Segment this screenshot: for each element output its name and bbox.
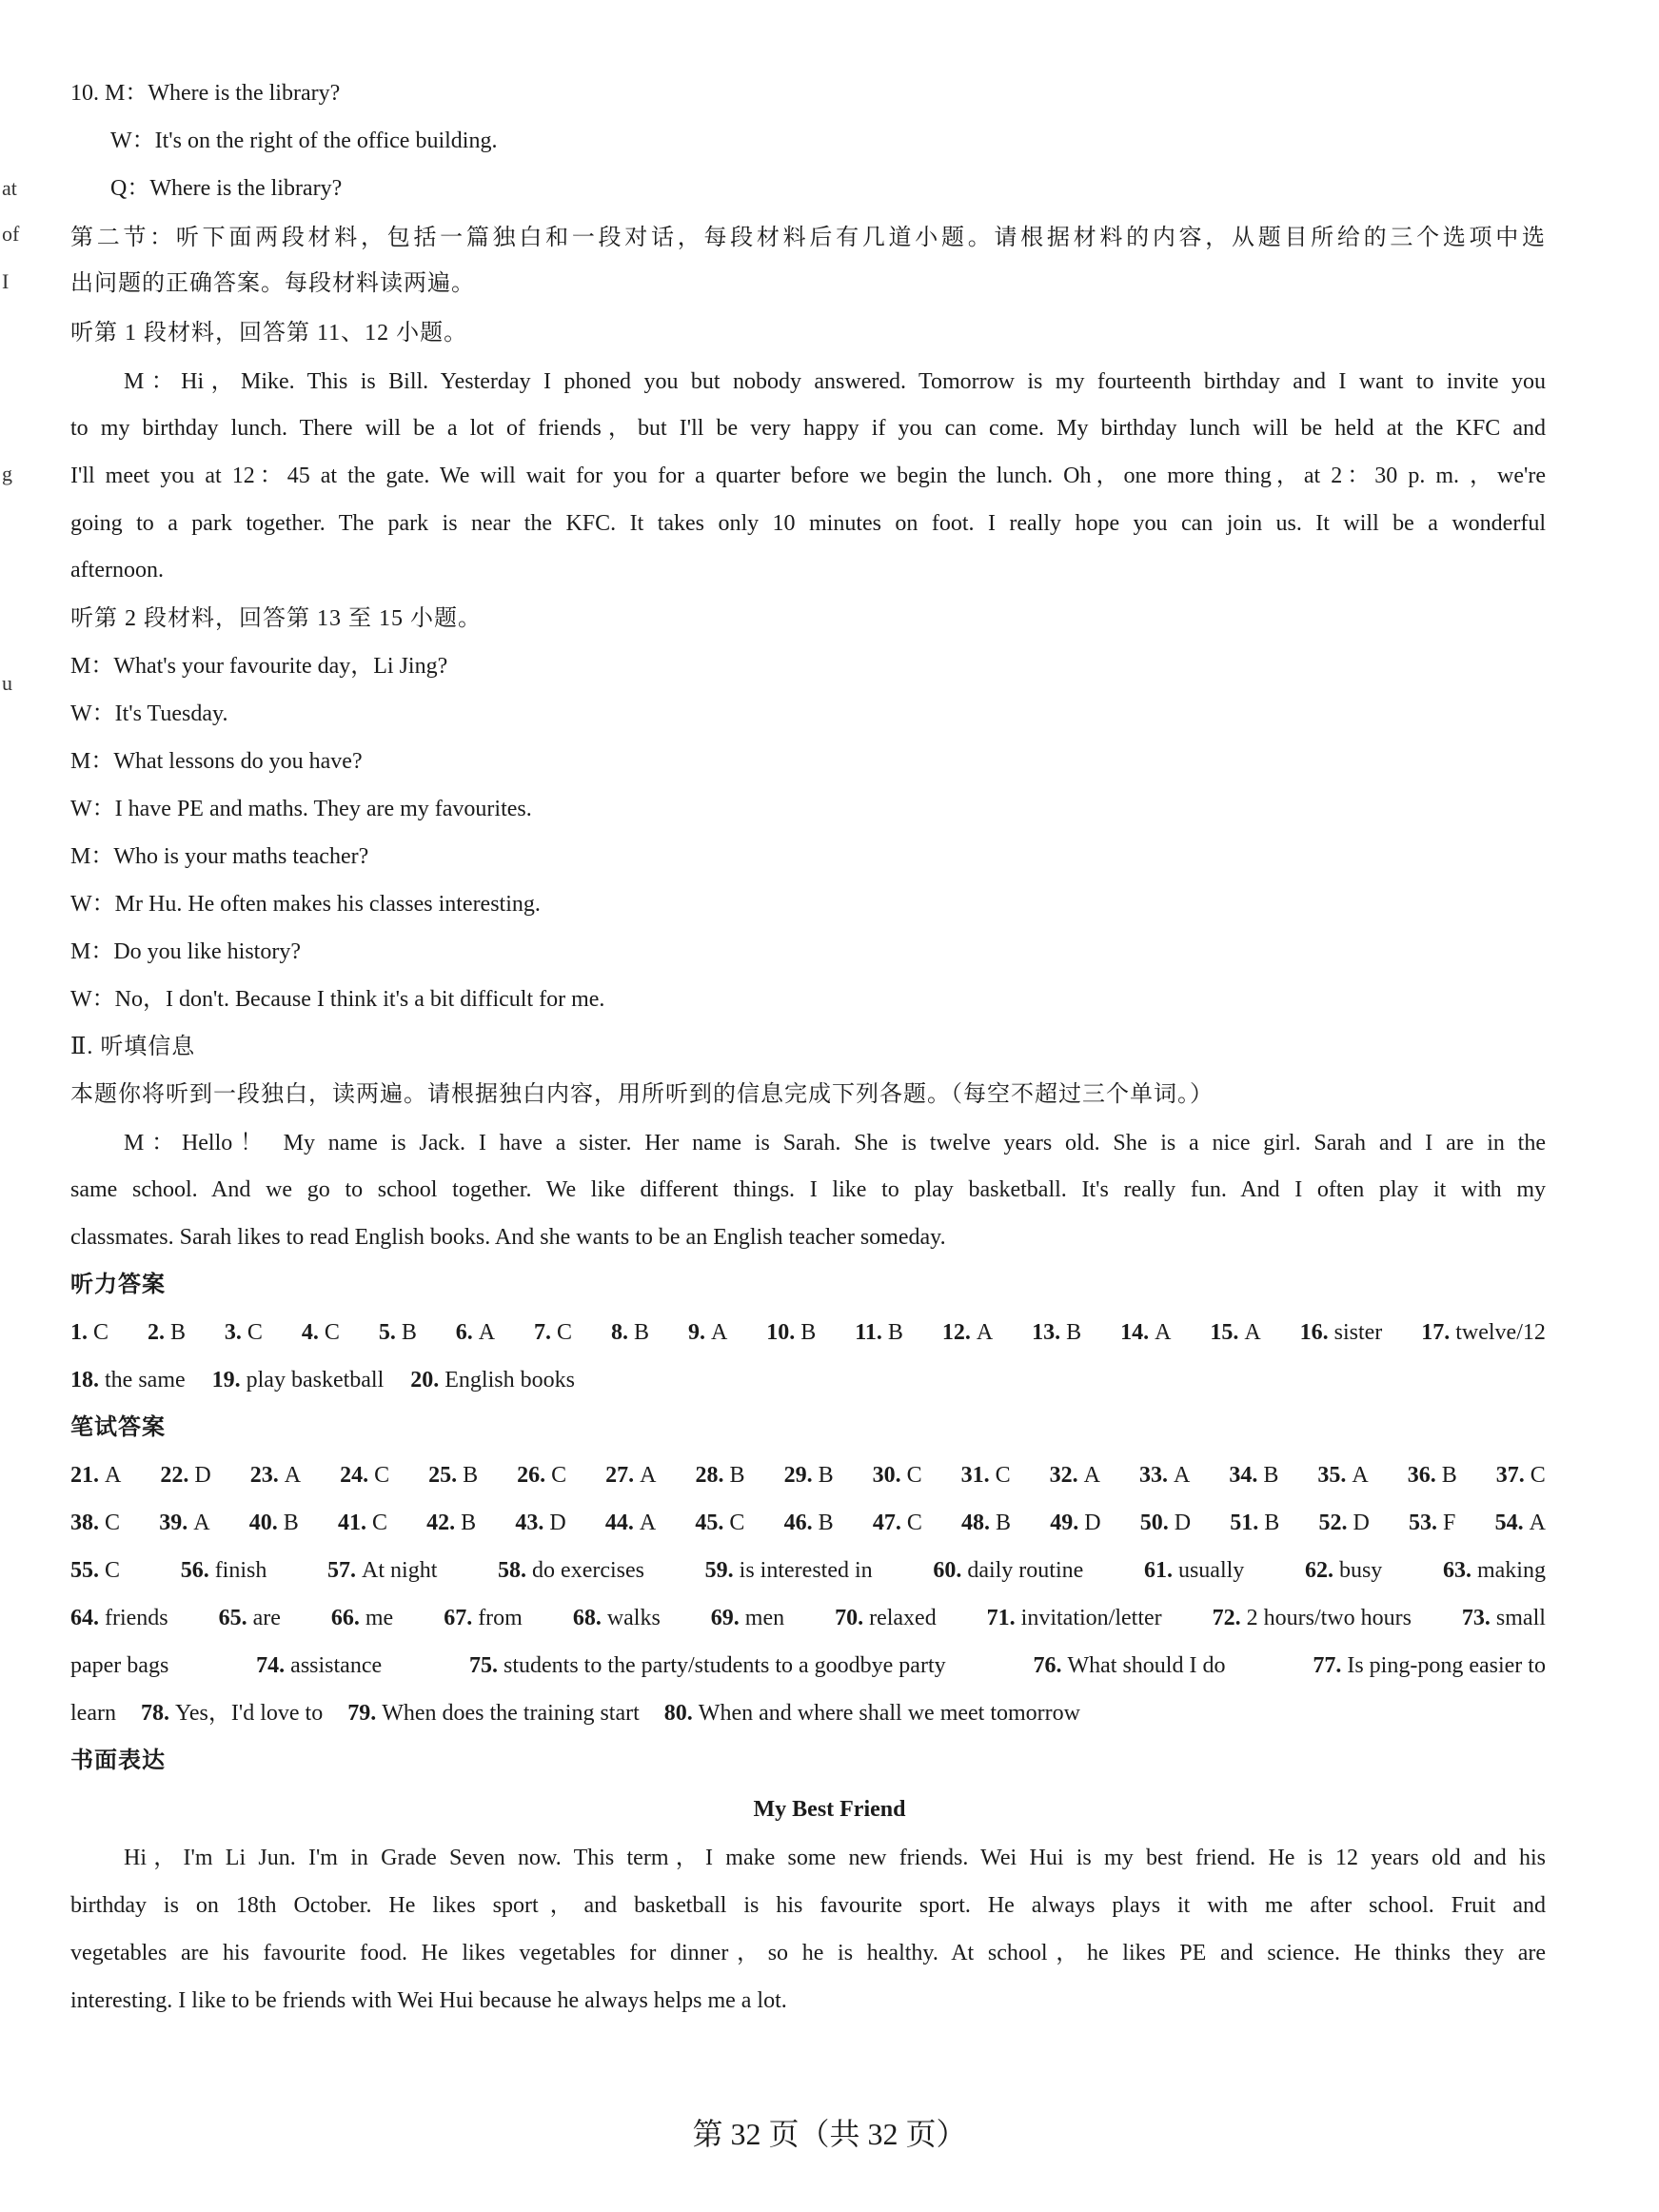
essay-line: birthday is on 18th October. He likes sport，and basketball is his favourite sport. He always plays it with me after school. Fruit and (70, 1893, 1546, 1918)
answer-item (1213, 1603, 1412, 1633)
answer-item (70, 1555, 120, 1586)
answer-number: 68. (572, 1606, 602, 1630)
answer-item (338, 1508, 387, 1538)
answer-item (695, 1508, 744, 1538)
answer-value: walks (606, 1606, 661, 1630)
answer-item (933, 1555, 1083, 1586)
answer-item (605, 1508, 656, 1538)
answer-value: B (634, 1320, 650, 1345)
answer-number: 57. (327, 1558, 357, 1583)
answer-number: 62. (1304, 1558, 1333, 1583)
answer-value: B (283, 1511, 299, 1535)
answer-row (70, 1603, 1546, 1633)
material1-intro: 听第 1 段材料，回答第 11、12 小题。 (70, 321, 468, 346)
answer-value: usually (1177, 1558, 1245, 1583)
answer-number: 78. (140, 1701, 169, 1726)
answer-number: 51. (1230, 1511, 1259, 1535)
answer-value: A (976, 1320, 994, 1345)
answer-value: When and where shall we meet tomorrow (698, 1701, 1080, 1726)
answer-item (1229, 1460, 1278, 1491)
answer-item (70, 1603, 168, 1633)
monologue-line: M：Hello！ My name is Jack. I have a sister. Her name is Sarah. She is twelve years old. She is a nice girl. Sarah and I are in the (124, 1131, 1546, 1155)
monologue-line: same school. And we go to school together. We like different things. I like to play basketball. It's really fun. And I often play it with my (70, 1177, 1546, 1202)
material1-line: M：Hi，Mike. This is Bill. Yesterday I phoned you but nobody answered. Tomorrow is my fourteenth birthday and I want to invite you (124, 369, 1546, 394)
answer-value: C (324, 1320, 340, 1345)
answer-item (1408, 1460, 1457, 1491)
answer-number: 19. (211, 1368, 241, 1392)
answer-number: 3. (224, 1320, 242, 1345)
answer-number: 60. (933, 1558, 962, 1583)
answer-value: busy (1338, 1558, 1383, 1583)
answer-item (1317, 1460, 1368, 1491)
answer-item (1421, 1317, 1546, 1348)
answer-number: 66. (330, 1606, 360, 1630)
answer-item (256, 1650, 382, 1681)
answer-item (961, 1460, 1011, 1491)
answer-item (1050, 1460, 1100, 1491)
part2-instruction: 本题你将听到一段独白，读两遍。请根据独白内容，用所听到的信息完成下列各题。（每空不超过三个单词。） (70, 1082, 1214, 1107)
answer-number: 64. (70, 1606, 99, 1630)
answer-item (225, 1317, 263, 1348)
answer-number: 33. (1139, 1463, 1169, 1488)
margin-fragment: I (2, 269, 10, 293)
answer-number: 53. (1409, 1511, 1438, 1535)
writing-heading: 书面表达 (70, 1748, 166, 1773)
answer-value: A (193, 1511, 210, 1535)
answer-number: 34. (1229, 1463, 1258, 1488)
answer-item (515, 1508, 565, 1538)
answer-number: 26. (517, 1463, 546, 1488)
answer-value: is interested in (739, 1558, 873, 1583)
answer-value: English books (444, 1368, 575, 1392)
dialogue-line: W：Mr Hu. He often makes his classes interesting. (70, 892, 541, 917)
answer-item (331, 1603, 393, 1633)
answer-number: 29. (783, 1463, 813, 1488)
answer-number: 77. (1313, 1653, 1342, 1678)
answer-number: 35. (1317, 1463, 1347, 1488)
answer-value: Is ping-pong easier to (1347, 1653, 1546, 1678)
answer-value: B (461, 1511, 477, 1535)
answer-item (410, 1365, 575, 1395)
answer-item (1032, 1317, 1081, 1348)
answer-value: C (93, 1320, 109, 1345)
answer-item (611, 1317, 649, 1348)
answer-number: 46. (783, 1511, 813, 1535)
answer-value: A (478, 1320, 496, 1345)
answer-row (70, 1555, 1546, 1586)
answer-value: A (1352, 1463, 1369, 1488)
material1-line: afternoon. (70, 558, 164, 583)
answer-item (855, 1317, 903, 1348)
answer-value: C (1530, 1463, 1546, 1488)
answer-item (1443, 1555, 1546, 1586)
answer-value: A (1529, 1511, 1546, 1535)
margin-fragment: g (2, 462, 12, 485)
answer-row (70, 1508, 1546, 1538)
answer-number: 21. (70, 1463, 99, 1488)
answer-value: D (1353, 1511, 1370, 1535)
answer-value: play basketball (246, 1368, 385, 1392)
answer-number: 65. (218, 1606, 247, 1630)
answer-number: 48. (961, 1511, 991, 1535)
answer-item (302, 1317, 340, 1348)
answer-item (1120, 1317, 1171, 1348)
answer-number: 11. (855, 1320, 882, 1345)
answer-number: 76. (1033, 1653, 1062, 1678)
material1-line: to my birthday lunch. There will be a lot of friends，but I'll be very happy if you can come. My birthday lunch will be held at the KFC and (70, 416, 1546, 441)
answer-item (961, 1508, 1011, 1538)
answer-value: twelve/12 (1455, 1320, 1546, 1345)
answer-item (469, 1650, 946, 1681)
answer-number: 10. (766, 1320, 796, 1345)
margin-fragment: u (2, 671, 12, 695)
answer-value: B (1263, 1463, 1279, 1488)
answer-number: 67. (444, 1606, 473, 1630)
essay-line: interesting. I like to be friends with Wei Hui because he always helps me a lot. (70, 1988, 787, 2013)
answer-item (347, 1698, 640, 1728)
answer-item (148, 1317, 186, 1348)
answer-item (1140, 1508, 1191, 1538)
answer-value: C (105, 1558, 121, 1583)
answer-value: Yes，I'd love to (174, 1701, 324, 1726)
answer-value: C (374, 1463, 390, 1488)
dialogue-line: M：What lessons do you have? (70, 749, 363, 774)
answer-number: 50. (1139, 1511, 1169, 1535)
answer-item (70, 1460, 121, 1491)
answer-item (784, 1508, 834, 1538)
answer-number: 63. (1442, 1558, 1471, 1583)
answer-item (1210, 1317, 1260, 1348)
answer-value: A (710, 1320, 728, 1345)
answer-value: D (1174, 1511, 1192, 1535)
answer-value: relaxed (869, 1606, 937, 1630)
answer-value: students to the party/students to a goodbye party (504, 1653, 946, 1678)
answer-number: 25. (428, 1463, 458, 1488)
material1-line: I'll meet you at 12：45 at the gate. We will wait for you for a quarter before we begin the lunch. Oh，one more thing，at 2：30 p. m. ，we're (70, 464, 1546, 488)
answer-number: 55. (70, 1558, 99, 1583)
answer-number: 31. (960, 1463, 990, 1488)
answer-item (250, 1460, 301, 1491)
answer-item (517, 1460, 566, 1491)
answer-item (688, 1317, 727, 1348)
answer-number: 18. (70, 1368, 99, 1392)
answer-number: 56. (180, 1558, 209, 1583)
answer-number: 13. (1032, 1320, 1061, 1345)
answer-number: 59. (704, 1558, 734, 1583)
answer-item (1313, 1650, 1546, 1681)
answer-number: 15. (1210, 1320, 1239, 1345)
answer-number: 22. (160, 1463, 189, 1488)
answer-number: 20. (410, 1368, 440, 1392)
answer-item (219, 1603, 281, 1633)
answer-value: men (744, 1606, 785, 1630)
answer-number: 40. (248, 1511, 278, 1535)
answer-number: 12. (941, 1320, 971, 1345)
answer-item (327, 1555, 437, 1586)
answer-item (711, 1603, 784, 1633)
answer-item (664, 1698, 1080, 1728)
dialogue-line: M：Who is your maths teacher? (70, 844, 369, 869)
answer-value: are (252, 1606, 281, 1630)
answer-number: 52. (1318, 1511, 1348, 1535)
answer-value: me (365, 1606, 394, 1630)
material2-intro: 听第 2 段材料，回答第 13 至 15 小题。 (70, 606, 482, 631)
answer-value: B (818, 1511, 834, 1535)
answer-number: 14. (1120, 1320, 1150, 1345)
answer-row (70, 1317, 1546, 1348)
answer-item (766, 1317, 816, 1348)
answer-value: C (906, 1511, 922, 1535)
answer-value: assistance (290, 1653, 383, 1678)
answer-number: 28. (695, 1463, 724, 1488)
answer-item (1050, 1508, 1100, 1538)
answer-item (426, 1508, 476, 1538)
answer-item (1318, 1508, 1369, 1538)
answer-value: B (818, 1463, 834, 1488)
answer-number: 54. (1494, 1511, 1524, 1535)
answer-item (159, 1508, 209, 1538)
dialogue-line: W：No，I don't. Because I think it's a bit difficult for me. (70, 987, 605, 1012)
answer-value: daily routine (967, 1558, 1084, 1583)
answer-item (70, 1650, 168, 1681)
answer-value: When does the training start (382, 1701, 640, 1726)
answer-item (696, 1460, 745, 1491)
answer-number: 37. (1495, 1463, 1525, 1488)
section2-instruction-line2: 出问题的正确答案。每段材料读两遍。 (70, 271, 475, 296)
answer-number: 16. (1299, 1320, 1329, 1345)
answer-value: finish (214, 1558, 267, 1583)
answer-item (873, 1508, 922, 1538)
q10-man-line: 10. M：Where is the library? (70, 81, 341, 106)
answer-number: 58. (498, 1558, 527, 1583)
answer-value: C (105, 1511, 121, 1535)
answer-number: 79. (347, 1701, 377, 1726)
answer-number: 39. (159, 1511, 188, 1535)
answer-item (160, 1460, 210, 1491)
answer-item (873, 1460, 922, 1491)
answer-number: 43. (515, 1511, 544, 1535)
answer-value: C (729, 1511, 745, 1535)
answer-number: 38. (70, 1511, 99, 1535)
answer-row (70, 1460, 1546, 1491)
written-answers-heading: 笔试答案 (70, 1415, 166, 1440)
answer-number: 17. (1421, 1320, 1451, 1345)
answer-value: sister (1333, 1320, 1383, 1345)
answer-number: 41. (337, 1511, 366, 1535)
answer-value: D (1084, 1511, 1101, 1535)
margin-fragment: at (2, 176, 17, 200)
dialogue-line: M：What's your favourite day，Li Jing? (70, 654, 448, 679)
answer-value: A (639, 1511, 657, 1535)
answer-item (428, 1460, 478, 1491)
answer-item (835, 1603, 937, 1633)
answer-value: C (551, 1463, 567, 1488)
answer-item (705, 1555, 873, 1586)
answer-value: B (996, 1511, 1012, 1535)
answer-item (942, 1317, 993, 1348)
answer-number: 9. (687, 1320, 705, 1345)
answer-value: B (1066, 1320, 1082, 1345)
answer-value: C (557, 1320, 573, 1345)
answer-item (784, 1460, 834, 1491)
answer-value: What should I do (1067, 1653, 1226, 1678)
answer-number: 61. (1143, 1558, 1173, 1583)
answer-value: C (906, 1463, 922, 1488)
answer-value: F (1443, 1511, 1456, 1535)
q10-question-line: Q：Where is the library? (110, 176, 343, 201)
answer-value: small (1495, 1606, 1546, 1630)
answer-number: 71. (986, 1606, 1016, 1630)
answer-number: 30. (872, 1463, 901, 1488)
answer-number: 80. (663, 1701, 693, 1726)
answer-number: 70. (835, 1606, 864, 1630)
answer-value: A (640, 1463, 657, 1488)
answer-number: 73. (1461, 1606, 1491, 1630)
answer-number: 7. (534, 1320, 552, 1345)
answer-number: 75. (469, 1653, 499, 1678)
essay-line: Hi，I'm Li Jun. I'm in Grade Seven now. This term，I make some new friends. Wei Hui is my best friend. He is 12 years old and his (124, 1846, 1546, 1870)
q10-woman-line: W：It's on the right of the office building. (110, 128, 498, 153)
dialogue-line: W：I have PE and maths. They are my favourites. (70, 797, 532, 821)
answer-item (1033, 1650, 1225, 1681)
part2-heading: Ⅱ. 听填信息 (70, 1035, 196, 1059)
answer-number: 27. (605, 1463, 635, 1488)
answer-value: D (194, 1463, 211, 1488)
answer-number: 42. (426, 1511, 456, 1535)
answer-number: 49. (1050, 1511, 1079, 1535)
answer-number: 44. (604, 1511, 634, 1535)
answer-value: A (105, 1463, 122, 1488)
answer-number: 36. (1407, 1463, 1436, 1488)
answer-value: learn (70, 1701, 116, 1726)
answer-value: paper bags (70, 1653, 169, 1678)
answer-number: 6. (455, 1320, 473, 1345)
dialogue-line: W：It's Tuesday. (70, 701, 228, 726)
answer-item (444, 1603, 523, 1633)
answer-value: B (401, 1320, 417, 1345)
answer-value: A (1155, 1320, 1172, 1345)
answer-item (573, 1603, 661, 1633)
answer-item (456, 1317, 495, 1348)
answer-value: C (247, 1320, 263, 1345)
answer-row (70, 1698, 1080, 1728)
answer-value: At night (362, 1558, 438, 1583)
answer-number: 74. (256, 1653, 286, 1678)
answer-number: 1. (70, 1320, 88, 1345)
answer-value: D (549, 1511, 566, 1535)
answer-value: B (800, 1320, 817, 1345)
answer-item (1305, 1555, 1382, 1586)
answer-number: 2. (147, 1320, 165, 1345)
answer-item (987, 1603, 1162, 1633)
answer-value: B (887, 1320, 903, 1345)
answer-item (605, 1460, 656, 1491)
essay-title: My Best Friend (753, 1797, 906, 1822)
answer-item (1462, 1603, 1546, 1633)
monologue-line: classmates. Sarah likes to read English books. And she wants to be an English teacher someday. (70, 1225, 946, 1250)
answer-item (1300, 1317, 1383, 1348)
answer-item (141, 1698, 323, 1728)
answer-value: B (729, 1463, 745, 1488)
answer-number: 5. (378, 1320, 396, 1345)
answer-number: 23. (249, 1463, 279, 1488)
answer-item (249, 1508, 299, 1538)
answer-number: 45. (695, 1511, 724, 1535)
answer-value: invitation/letter (1020, 1606, 1162, 1630)
answer-value: making (1476, 1558, 1546, 1583)
margin-fragment: of (2, 222, 20, 246)
answer-number: 72. (1212, 1606, 1241, 1630)
section2-instruction-line1: 第二节：听下面两段材料，包括一篇独白和一段对话，每段材料后有几道小题。请根据材料的内容，从题目所给的三个选项中选 (70, 226, 1546, 250)
answer-number: 8. (611, 1320, 628, 1345)
answer-item (70, 1317, 109, 1348)
essay-line: vegetables are his favourite food. He likes vegetables for dinner，so he is healthy. At school，he likes PE and science. He thinks they are (70, 1941, 1546, 1965)
answer-value: B (1441, 1463, 1457, 1488)
answer-item (534, 1317, 572, 1348)
answer-value: B (169, 1320, 186, 1345)
listening-answers-heading: 听力答案 (70, 1273, 166, 1297)
page-footer: 第 32 页（共 32 页） (692, 2117, 967, 2151)
answer-item (1144, 1555, 1244, 1586)
answer-value: 2 hours/two hours (1246, 1606, 1412, 1630)
answer-value: from (478, 1606, 523, 1630)
answer-item (1496, 1460, 1546, 1491)
answer-value: B (1264, 1511, 1280, 1535)
answer-number: 24. (340, 1463, 369, 1488)
answer-item (1230, 1508, 1279, 1538)
answer-value: B (463, 1463, 479, 1488)
answer-item (70, 1698, 116, 1728)
answer-item (498, 1555, 644, 1586)
answer-item (1495, 1508, 1546, 1538)
answer-value: C (371, 1511, 387, 1535)
answer-item (1409, 1508, 1455, 1538)
answer-item (70, 1508, 120, 1538)
answer-value: friends (105, 1606, 168, 1630)
answer-row (70, 1365, 575, 1395)
answer-number: 4. (301, 1320, 319, 1345)
answer-value: do exercises (532, 1558, 644, 1583)
answer-item (379, 1317, 417, 1348)
material1-line: going to a park together. The park is near the KFC. It takes only 10 minutes on foot. I really hope you can join us. It will be a wonderful (70, 511, 1546, 536)
answer-item (340, 1460, 389, 1491)
answer-value: A (284, 1463, 302, 1488)
answer-item (70, 1365, 186, 1395)
answer-value: the same (105, 1368, 186, 1392)
answer-number: 47. (872, 1511, 901, 1535)
dialogue-line: M：Do you like history? (70, 939, 301, 964)
answer-value: A (1244, 1320, 1261, 1345)
answer-number: 32. (1049, 1463, 1078, 1488)
answer-value: C (995, 1463, 1011, 1488)
answer-value: A (1174, 1463, 1191, 1488)
answer-item (212, 1365, 385, 1395)
answer-value: A (1083, 1463, 1100, 1488)
answer-item (181, 1555, 267, 1586)
answer-number: 69. (710, 1606, 740, 1630)
answer-item (1139, 1460, 1190, 1491)
answer-row (70, 1650, 1546, 1681)
